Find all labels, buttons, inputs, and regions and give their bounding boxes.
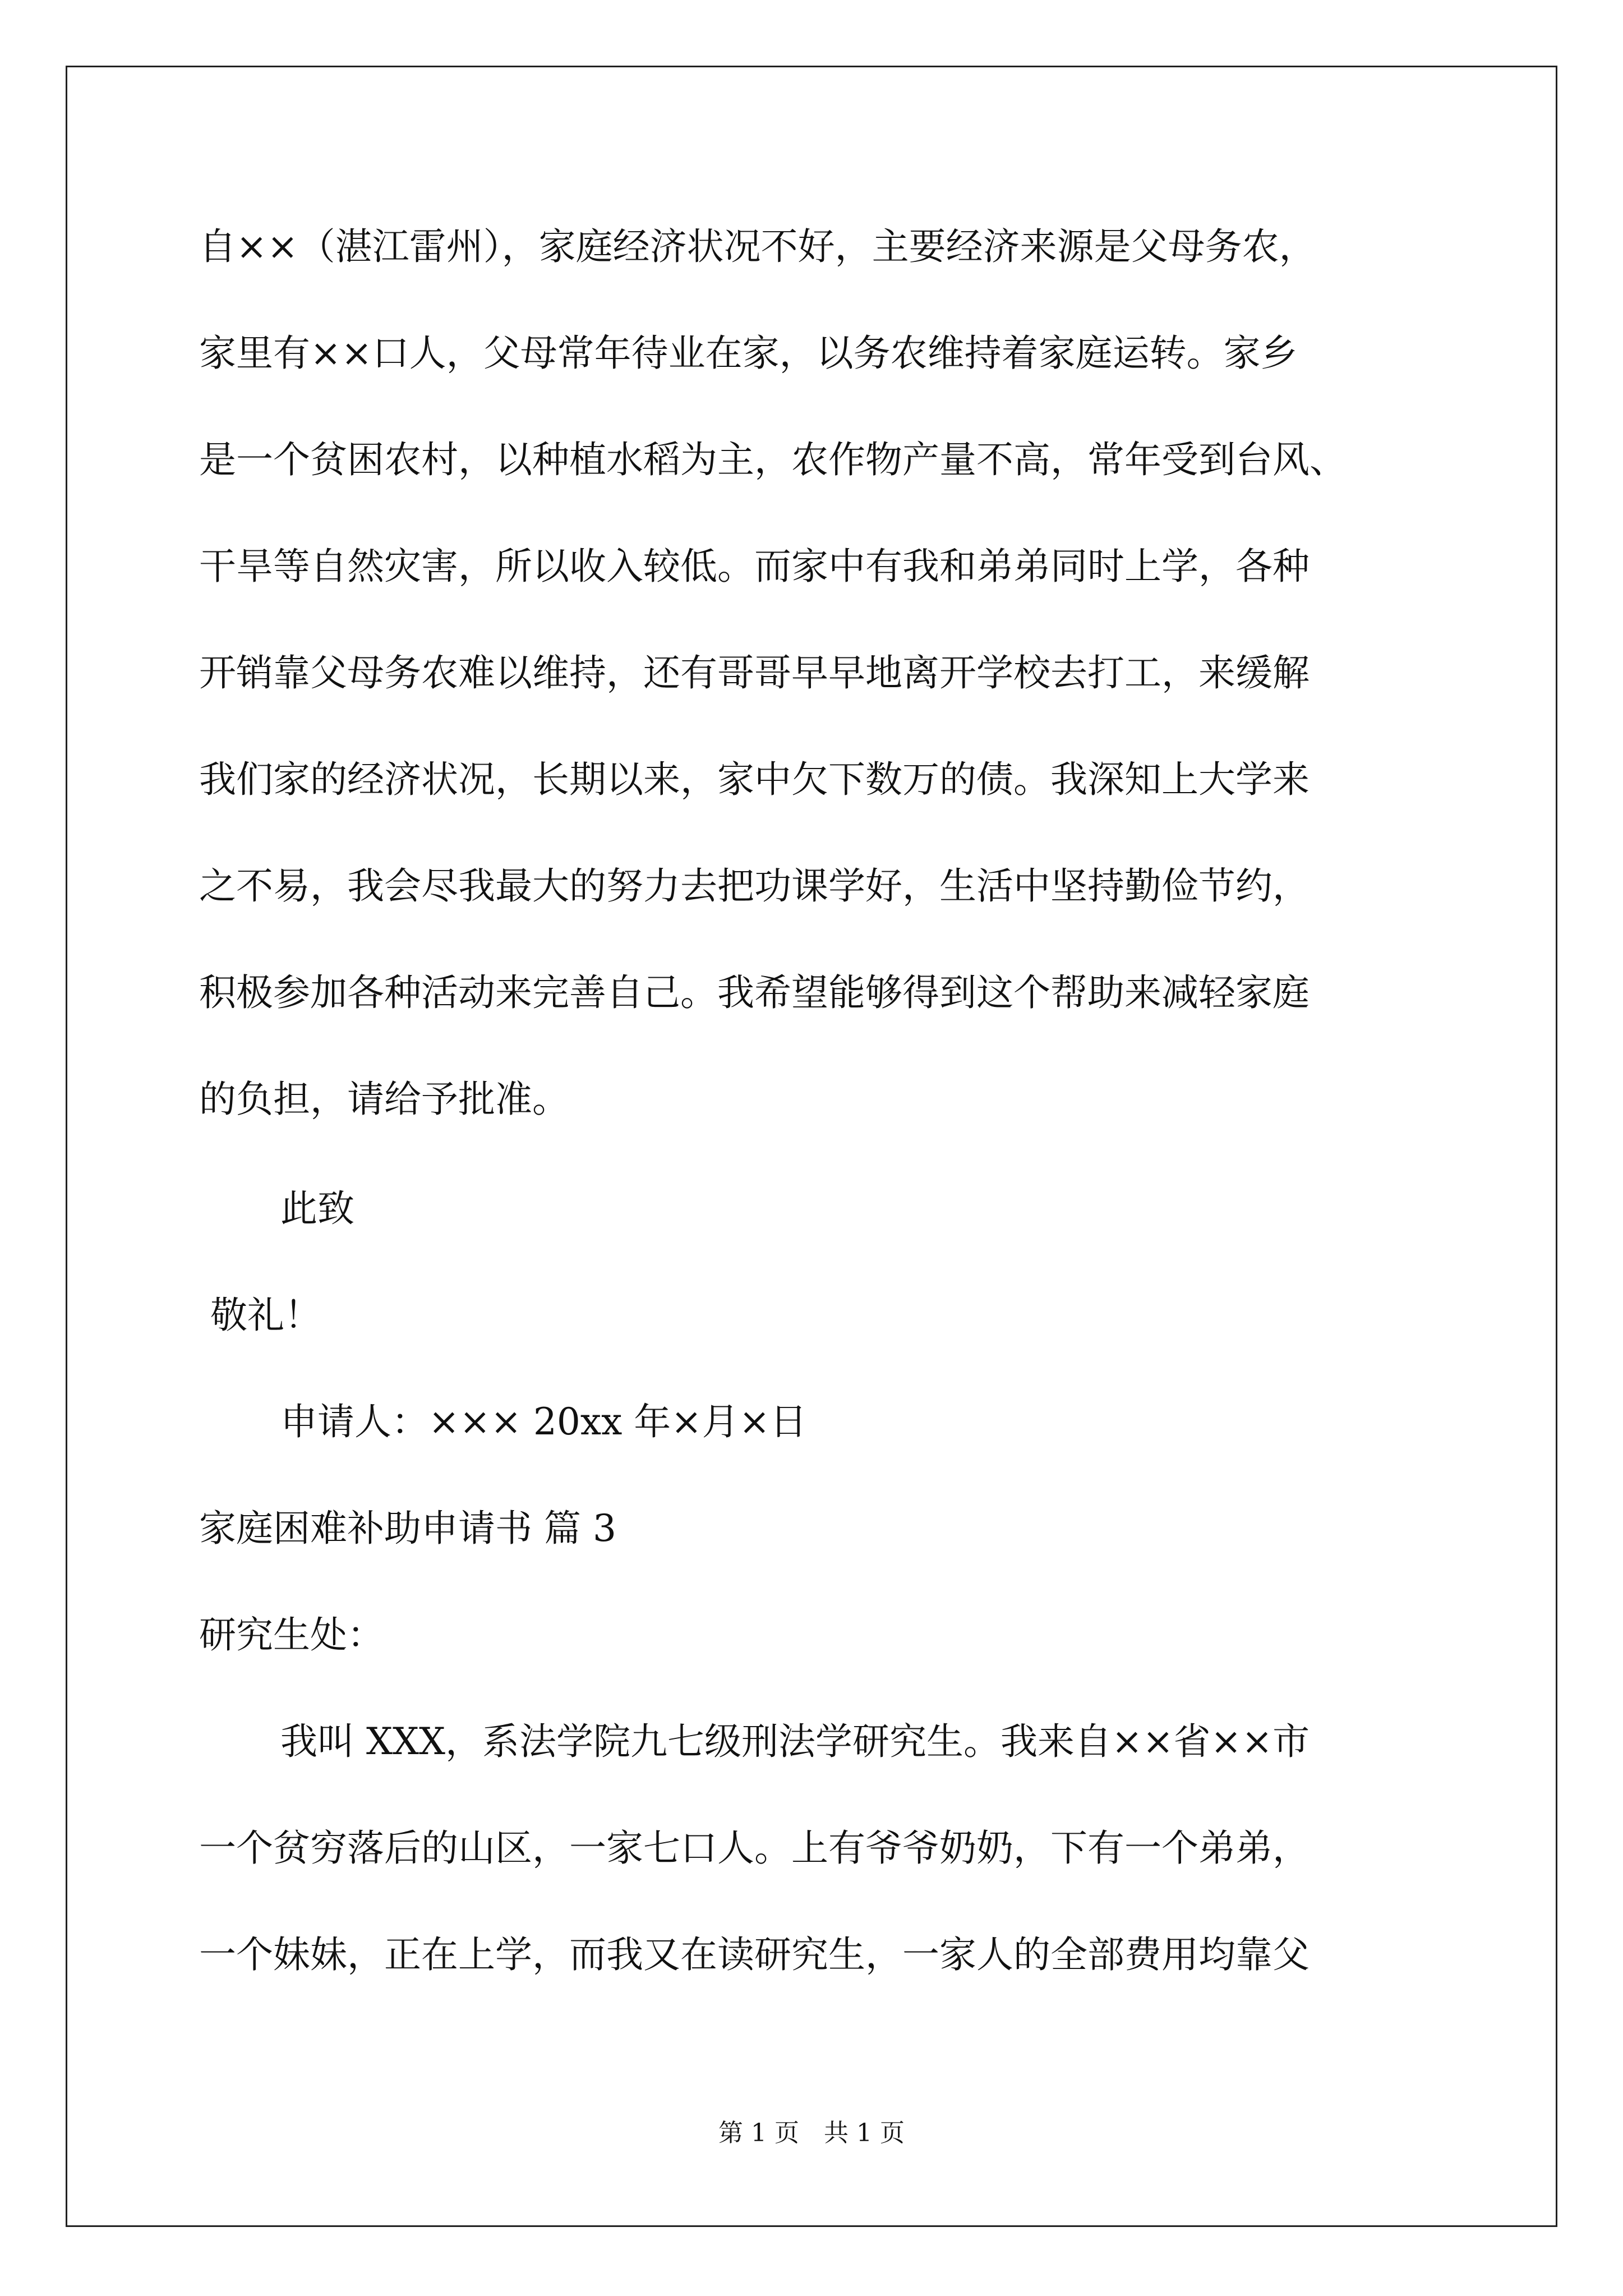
section3-line: 我叫 XXX，系法学院九七级刑法学研究生。我来自××省××市 bbox=[280, 1720, 1310, 1763]
section3-line: 一个妹妹，正在上学，而我又在读研究生，一家人的全部费用均靠父 bbox=[199, 1933, 1310, 1976]
body-line: 积极参加各种活动来完善自己。我希望能够得到这个帮助来减轻家庭 bbox=[199, 971, 1310, 1014]
body-line: 自××（湛江雷州），家庭经济状况不好，主要经济来源是父母务农， bbox=[199, 225, 1316, 268]
body-line: 开销靠父母务农难以维持，还有哥哥早早地离开学校去打工，来缓解 bbox=[199, 651, 1310, 694]
closing-zhici: 此致 bbox=[280, 1187, 354, 1230]
page-border bbox=[66, 66, 1557, 2227]
section-title: 家庭困难补助申请书 篇 3 bbox=[199, 1507, 616, 1550]
body-line: 之不易，我会尽我最大的努力去把功课学好，生活中坚持勤俭节约， bbox=[199, 864, 1310, 908]
body-line: 家里有××口人，父母常年待业在家，以务农维持着家庭运转。家乡 bbox=[199, 332, 1298, 375]
page-footer: 第 1 页 共 1 页 bbox=[718, 2119, 905, 2147]
body-line: 的负担，请给予批准。 bbox=[199, 1078, 569, 1121]
body-line: 我们家的经济状况，长期以来，家中欠下数万的债。我深知上大学来 bbox=[199, 758, 1310, 801]
signature-line: 申请人：××× 20xx 年×月×日 bbox=[280, 1400, 807, 1443]
closing-jingli: 敬礼！ bbox=[210, 1294, 321, 1337]
section3-line: 一个贫穷落后的山区，一家七口人。上有爷爷奶奶，下有一个弟弟， bbox=[199, 1826, 1310, 1870]
salutation: 研究生处： bbox=[199, 1613, 384, 1657]
body-line: 是一个贫困农村，以种植水稻为主，农作物产量不高，常年受到台风、 bbox=[199, 438, 1347, 481]
body-line: 干旱等自然灾害，所以收入较低。而家中有我和弟弟同时上学，各种 bbox=[199, 545, 1310, 588]
